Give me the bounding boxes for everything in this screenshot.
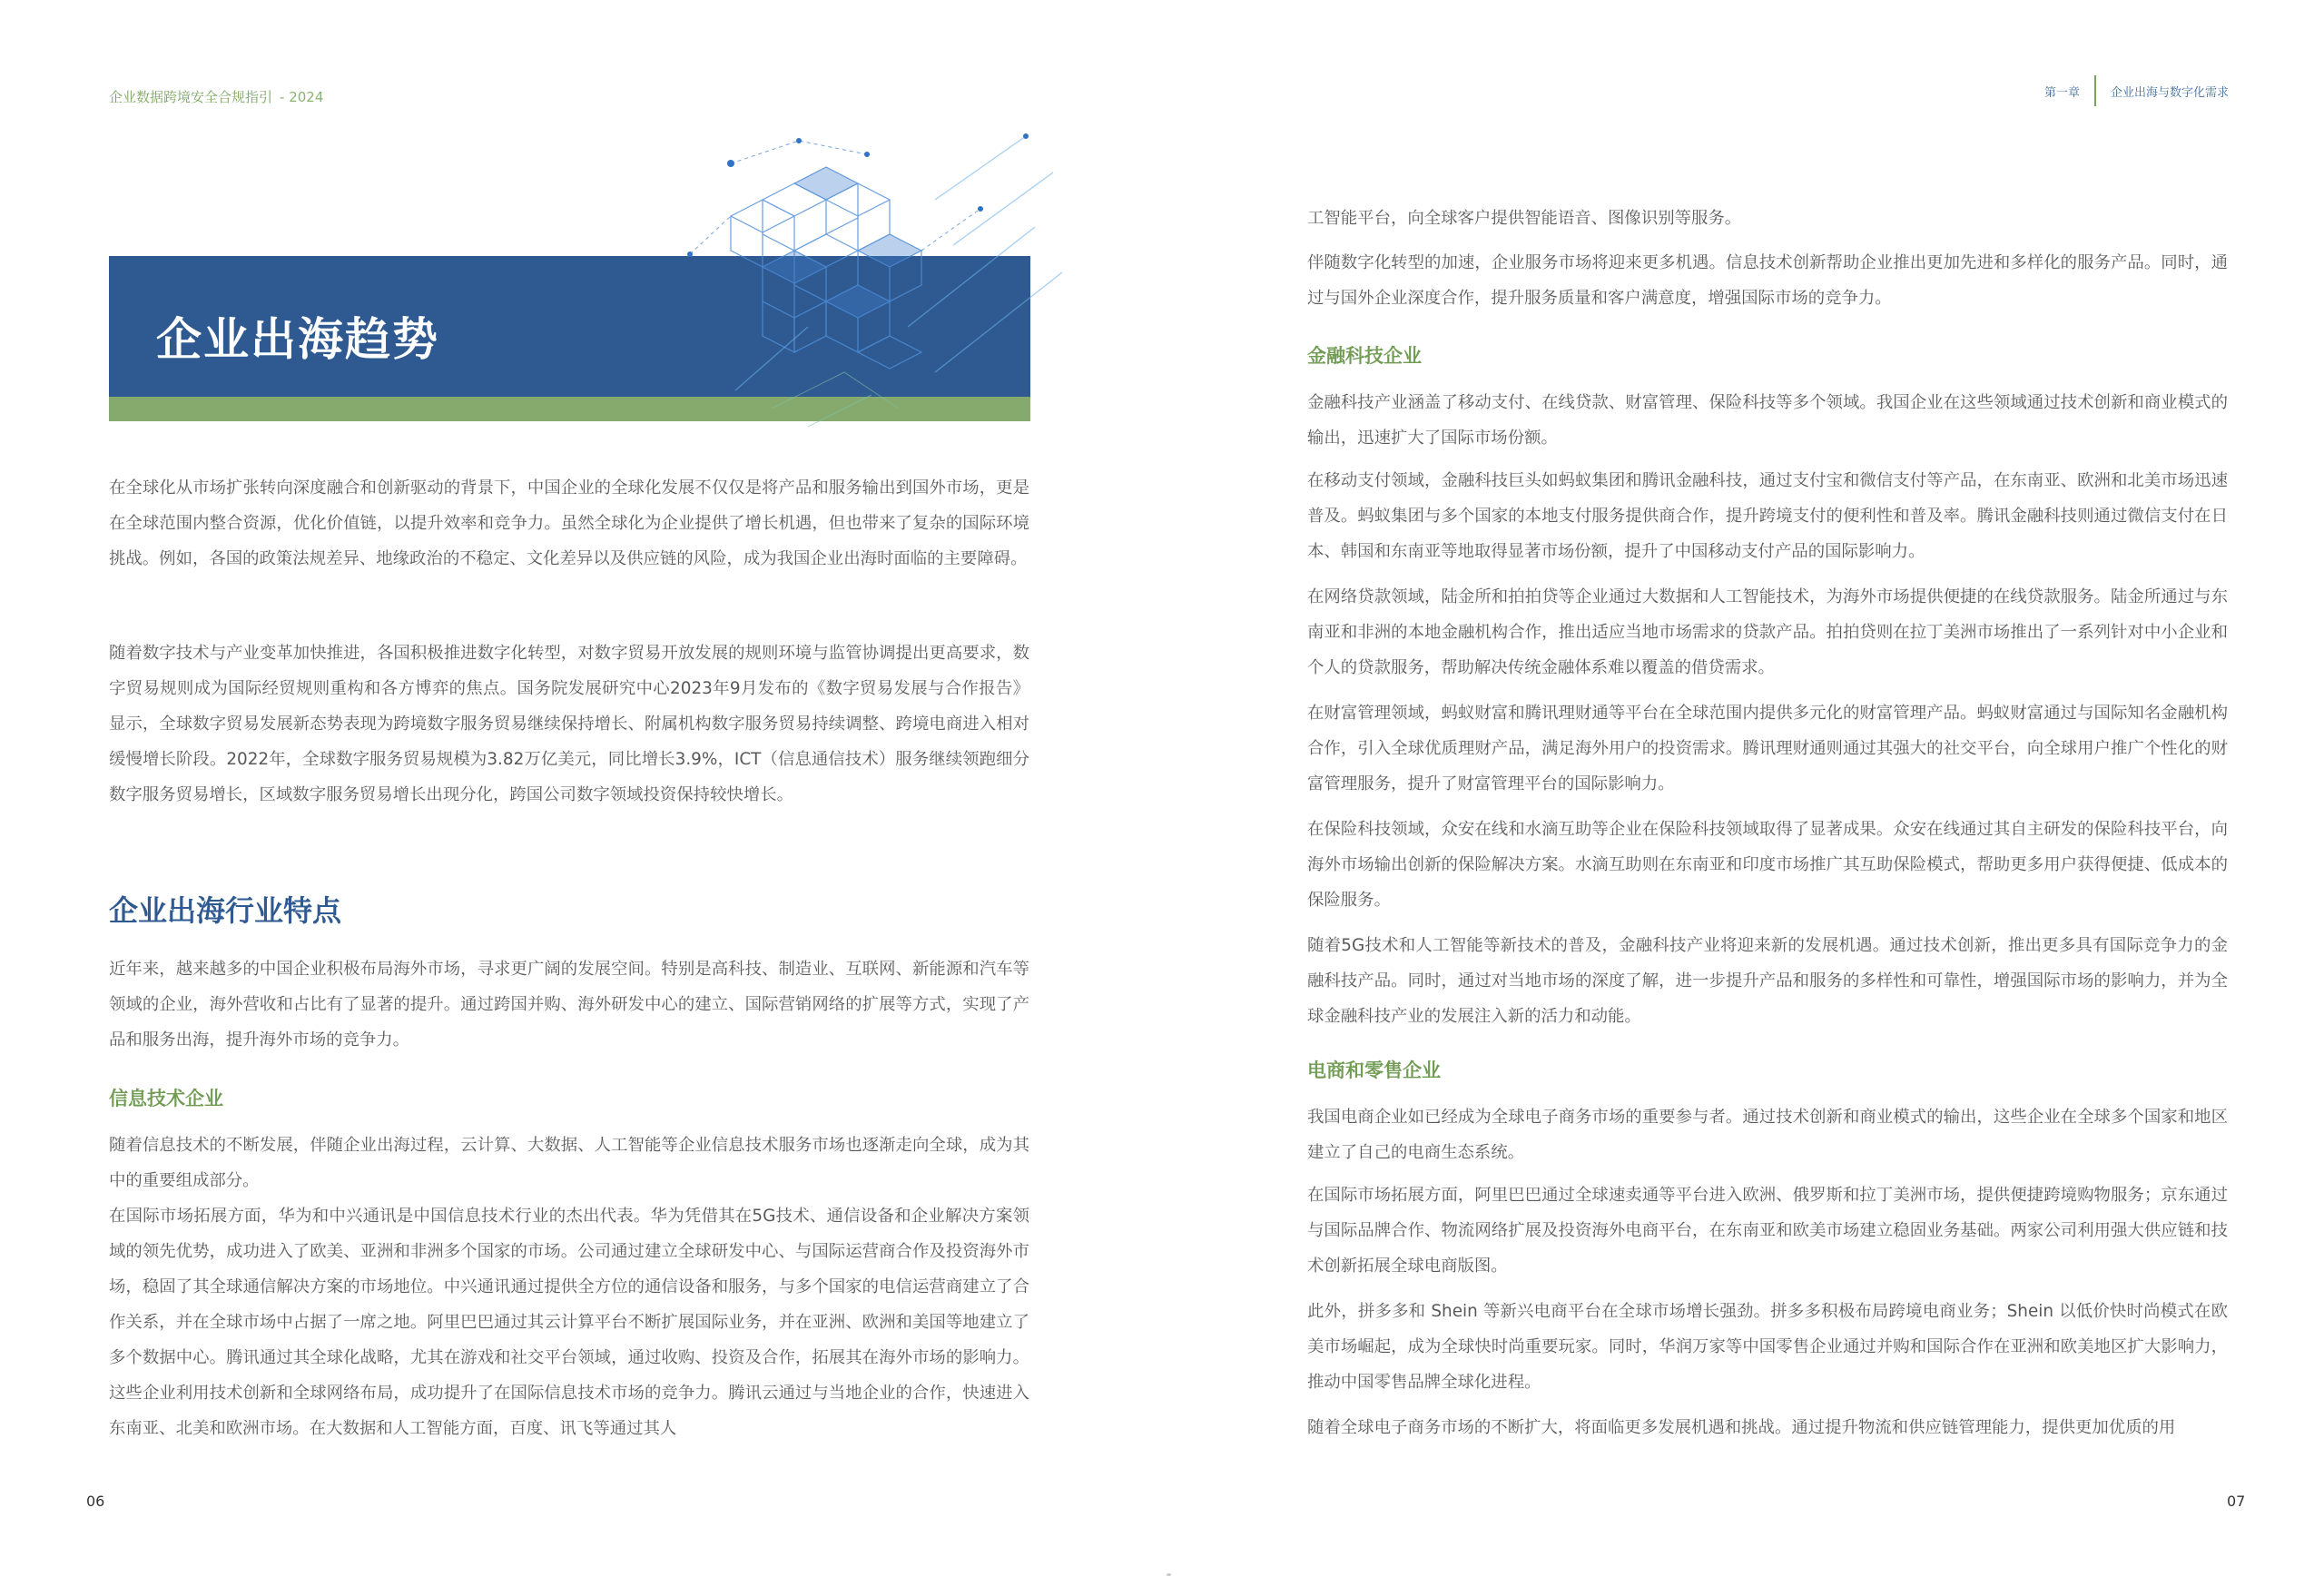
chapter-subtitle: 企业出海与数字化需求 bbox=[2110, 85, 2229, 100]
header-divider bbox=[2094, 75, 2096, 106]
running-header-right bbox=[2044, 75, 2229, 106]
fintech-paragraph-3: 在网络贷款领域，陆金所和拍拍贷等企业通过大数据和人工智能技术，为海外市场提供便捷的在线贷款服务。陆金所通过与东南亚和非洲的本地金融机构合作，推出适应当地市场需求的贷款产品。拍拍贷则在拉丁美洲市场推出了一系列针对中小企业和个人的贷款服务，帮助解决传统金融体系难以覆盖的借贷需求。 bbox=[1307, 587, 2228, 677]
ecommerce-paragraph-2: 在国际市场拓展方面，阿里巴巴通过全球速卖通等平台进入欧洲、俄罗斯和拉丁美洲市场，提供便捷跨境购物服务；京东通过与国际品牌合作、物流网络扩展及投资海外电商平台，在东南亚和欧美市场建立稳固业务基础。两家公司利用强大供应链和技术创新拓展全球电商版图。 bbox=[1307, 1186, 2228, 1276]
continued-paragraph: 工智能平台，向全球客户提供智能语音、图像识别等服务。 bbox=[1307, 209, 1742, 228]
fintech-paragraph-5: 在保险科技领域，众安在线和水滴互助等企业在保险科技领域取得了显著成果。众安在线通过其自主研发的保险科技平台，向海外市场输出创新的保险解决方案。水滴互助则在东南亚和印度市场推广其互助保险模式，帮助更多用户获得便捷、低成本的保险服务。 bbox=[1307, 820, 2228, 910]
ecommerce-heading: 电商和零售企业 bbox=[1307, 1060, 1441, 1081]
cube-network-illustration bbox=[635, 136, 1062, 463]
fintech-paragraph-2: 在移动支付领域，金融科技巨头如蚂蚁集团和腾讯金融科技，通过支付宝和微信支付等产品，在东南亚、欧洲和北美市场迅速普及。蚂蚁集团与多个国家的本地支付服务提供商合作，提升跨境支付的便利性和普及率。腾讯金融科技则通过微信支付在日本、韩国和东南亚等地取得显著市场份额，提升了中国移动支付产品的国际影响力。 bbox=[1307, 471, 2228, 561]
it-paragraph-1: 随着信息技术的不断发展，伴随企业出海过程，云计算、大数据、人工智能等企业信息技术服务市场也逐渐走向全球，成为其中的重要组成部分。 bbox=[109, 1136, 1029, 1190]
it-paragraph-2: 在国际市场拓展方面，华为和中兴通讯是中国信息技术行业的杰出代表。华为凭借其在5G技术、通信设备和企业解决方案领域的领先优势，成功进入了欧美、亚洲和非洲多个国家的市场。公司通过建立全球研发中心、与国际运营商合作及投资海外市场，稳固了其全球通信解决方案的市场地位。中兴通讯通过提供全方位的通信设备和服务，与多个国家的电信运营商建立了合作关系，并在全球市场中占据了一席之地。阿里巴巴通过其云计算平台不断扩展国际业务，并在亚洲、欧洲和美国等地建立了多个数据中心。腾讯通过其全球化战略，尤其在游戏和社交平台领域，通过收购、投资及合作，拓展其在海外市场的影响力。这些企业利用技术创新和全球网络布局，成功提升了在国际信息技术市场的竞争力。腾讯云通过与当地企业的合作，快速进入东南亚、北美和欧洲市场。在大数据和人工智能方面，百度、讯飞等通过其人 bbox=[109, 1207, 1029, 1438]
ecommerce-paragraph-3: 此外，拼多多和 Shein 等新兴电商平台在全球市场增长强劲。拼多多积极布局跨境电商业务；Shein 以低价快时尚模式在欧美市场崛起，成为全球快时尚重要玩家。同时，华润万家等中国零售企业通过并购和国际合作在亚洲和欧美地区扩大影响力，推动中国零售品牌全球化进程。 bbox=[1307, 1302, 2228, 1392]
spine-marker bbox=[1167, 1573, 1171, 1576]
fintech-paragraph-6: 随着5G技术和人工智能等新技术的普及，金融科技产业将迎来新的发展机遇。通过技术创新，推出更多具有国际竞争力的金融科技产品。同时，通过对当地市场的深度了解，进一步提升产品和服务的多样性和可靠性，增强国际市场的影响力，并为全球金融科技产业的发展注入新的活力和动能。 bbox=[1307, 936, 2228, 1026]
running-header-left bbox=[109, 87, 323, 106]
fintech-paragraph-1: 金融科技产业涵盖了移动支付、在线贷款、财富管理、保险科技等多个领域。我国企业在这些领域通过技术创新和商业模式的输出，迅速扩大了国际市场份额。 bbox=[1307, 393, 2228, 448]
fintech-paragraph-4: 在财富管理领域，蚂蚁财富和腾讯理财通等平台在全球范围内提供多元化的财富管理产品。蚂蚁财富通过与国际知名金融机构合作，引入全球优质理财产品，满足海外用户的投资需求。腾讯理财通则通过其强大的社交平台，向全球用户推广个性化的财富管理服务，提升了财富管理平台的国际影响力。 bbox=[1307, 704, 2228, 793]
banner-title: 企业出海趋势 bbox=[156, 313, 439, 366]
it-enterprises-heading: 信息技术企业 bbox=[109, 1088, 223, 1109]
ecommerce-paragraph-4: 随着全球电子商务市场的不断扩大，将面临更多发展机遇和挑战。通过提升物流和供应链管理能力，提供更加优质的用 bbox=[1307, 1418, 2176, 1437]
document-title: 企业数据跨境安全合规指引 bbox=[109, 89, 273, 105]
section-title: 企业出海行业特点 bbox=[109, 893, 342, 928]
ecommerce-paragraph-1: 我国电商企业如已经成为全球电子商务市场的重要参与者。通过技术创新和商业模式的输出，这些企业在全球多个国家和地区建立了自己的电商生态系统。 bbox=[1307, 1108, 2228, 1162]
page-number-left: 06 bbox=[86, 1493, 105, 1510]
intro-paragraph-2: 随着数字技术与产业变革加快推进，各国积极推进数字化转型，对数字贸易开放发展的规则环境与监管协调提出更高要求，数字贸易规则成为国际经贸规则重构和各方博弈的焦点。国务院发展研究中心2023年9月发布的《数字贸易发展与合作报告》显示，全球数字贸易发展新态势表现为跨境数字服务贸易继续保持增长、附属机构数字服务贸易持续调整、跨境电商进入相对缓慢增长阶段。2022年，全球数字服务贸易规模为3.82万亿美元，同比增长3.9%，ICT（信息通信技术）服务继续领跑细分数字服务贸易增长，区域数字服务贸易增长出现分化，跨国公司数字领域投资保持较快增长。 bbox=[109, 644, 1029, 804]
intro-paragraph-1: 在全球化从市场扩张转向深度融合和创新驱动的背景下，中国企业的全球化发展不仅仅是将产品和服务输出到国外市场，更是在全球范围内整合资源，优化价值链，以提升效率和竞争力。虽然全球化为企业提供了增长机遇，但也带来了复杂的国际环境挑战。例如，各国的政策法规差异、地缘政治的不稳定、文化差异以及供应链的风险，成为我国企业出海时面临的主要障碍。 bbox=[109, 478, 1029, 568]
document-year: - 2024 bbox=[280, 89, 324, 105]
section-intro-paragraph: 近年来，越来越多的中国企业积极布局海外市场，寻求更广阔的发展空间。特别是高科技、制造业、互联网、新能源和汽车等领域的企业，海外营收和占比有了显著的提升。通过跨国并购、海外研发中心的建立、国际营销网络的扩展等方式，实现了产品和服务出海，提升海外市场的竞争力。 bbox=[109, 960, 1029, 1050]
fintech-heading: 金融科技企业 bbox=[1307, 345, 1422, 367]
digital-transformation-paragraph: 伴随数字化转型的加速，企业服务市场将迎来更多机遇。信息技术创新帮助企业推出更加先进和多样化的服务产品。同时，通过与国外企业深度合作，提升服务质量和客户满意度，增强国际市场的竞争力。 bbox=[1307, 253, 2228, 308]
chapter-label: 第一章 bbox=[2043, 85, 2080, 100]
right-page bbox=[1162, 0, 2324, 1577]
page-number-right: 07 bbox=[2227, 1493, 2246, 1510]
